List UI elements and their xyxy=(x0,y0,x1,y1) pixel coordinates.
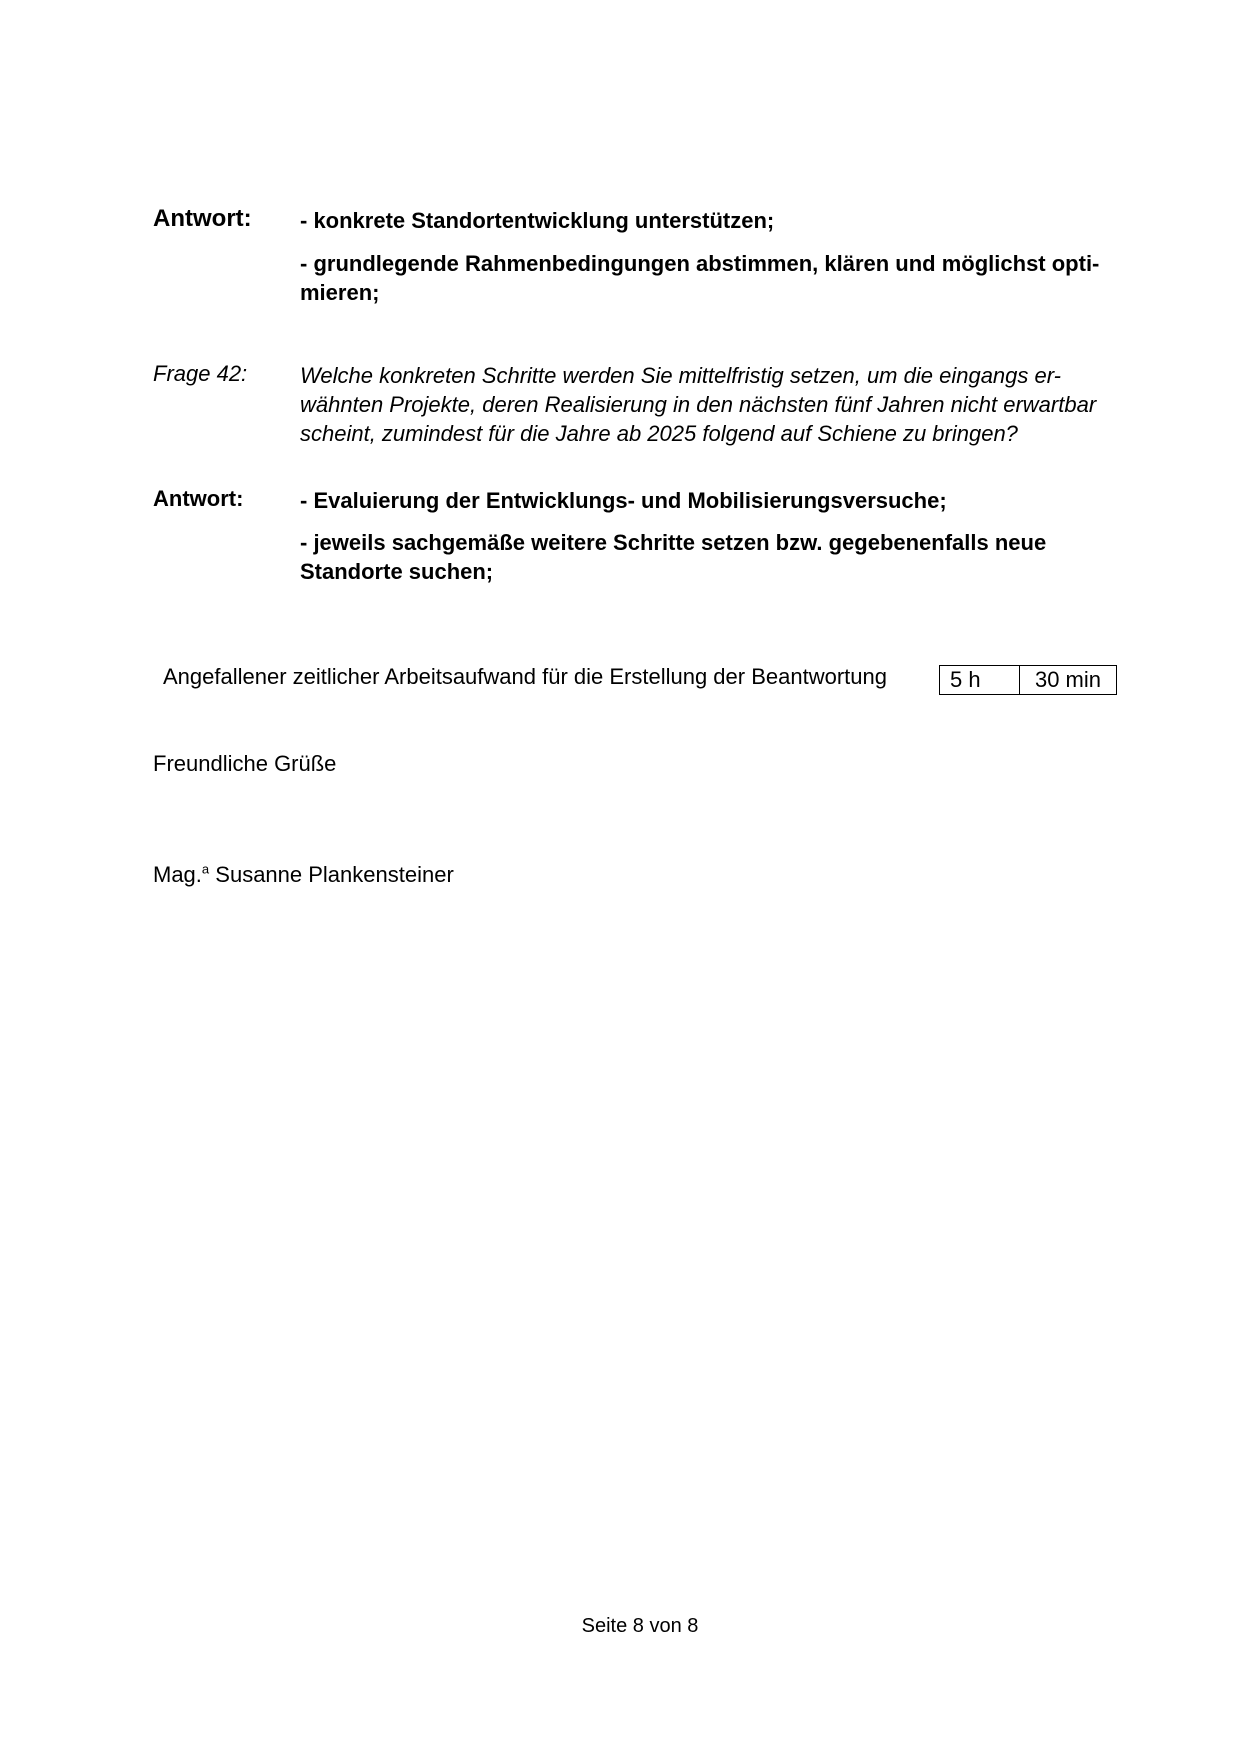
answer-label: Antwort: xyxy=(153,205,252,232)
effort-hours: 5 h xyxy=(940,666,1020,694)
signature-title: Mag. xyxy=(153,862,202,887)
answer-2-line-3: Standorte suchen; xyxy=(300,559,494,584)
answer-2-line-1: - Evaluierung der Entwicklungs- und Mobilisierungsversuche; xyxy=(300,488,947,513)
effort-table xyxy=(939,665,1117,695)
signature-fullname: Susanne Plankensteiner xyxy=(215,862,454,887)
answer-1-line-3: mieren; xyxy=(300,280,380,305)
answer-label: Antwort: xyxy=(153,486,244,511)
signature-title-sup: a xyxy=(201,861,210,877)
signature-name xyxy=(153,862,454,888)
question-42-line-3: scheint, zumindest für die Jahre ab 2025 folgend auf Schiene zu bringen? xyxy=(300,421,1018,446)
answer-1-line-2: - grundlegende Rahmenbedingungen abstimmen, klären und möglichst opti- xyxy=(300,251,1100,276)
question-label: Frage 42: xyxy=(153,361,248,386)
question-42-line-2: wähnten Projekte, deren Realisierung in den nächsten fünf Jahren nicht erwartbar xyxy=(300,392,1097,417)
question-42-line-1: Welche konkreten Schritte werden Sie mittelfristig setzen, um die eingangs er- xyxy=(300,363,1061,388)
answer-1-line-1: - konkrete Standortentwicklung unterstützen; xyxy=(300,208,775,233)
greeting: Freundliche Grüße xyxy=(153,751,337,776)
effort-description: Angefallener zeitlicher Arbeitsaufwand für die Erstellung der Beantwortung xyxy=(163,664,887,689)
answer-2-line-2: - jeweils sachgemäße weitere Schritte setzen bzw. gegebenenfalls neue xyxy=(300,530,1047,555)
effort-minutes: 30 min xyxy=(1034,667,1102,692)
page-number: Seite 8 von 8 xyxy=(581,1615,699,1637)
